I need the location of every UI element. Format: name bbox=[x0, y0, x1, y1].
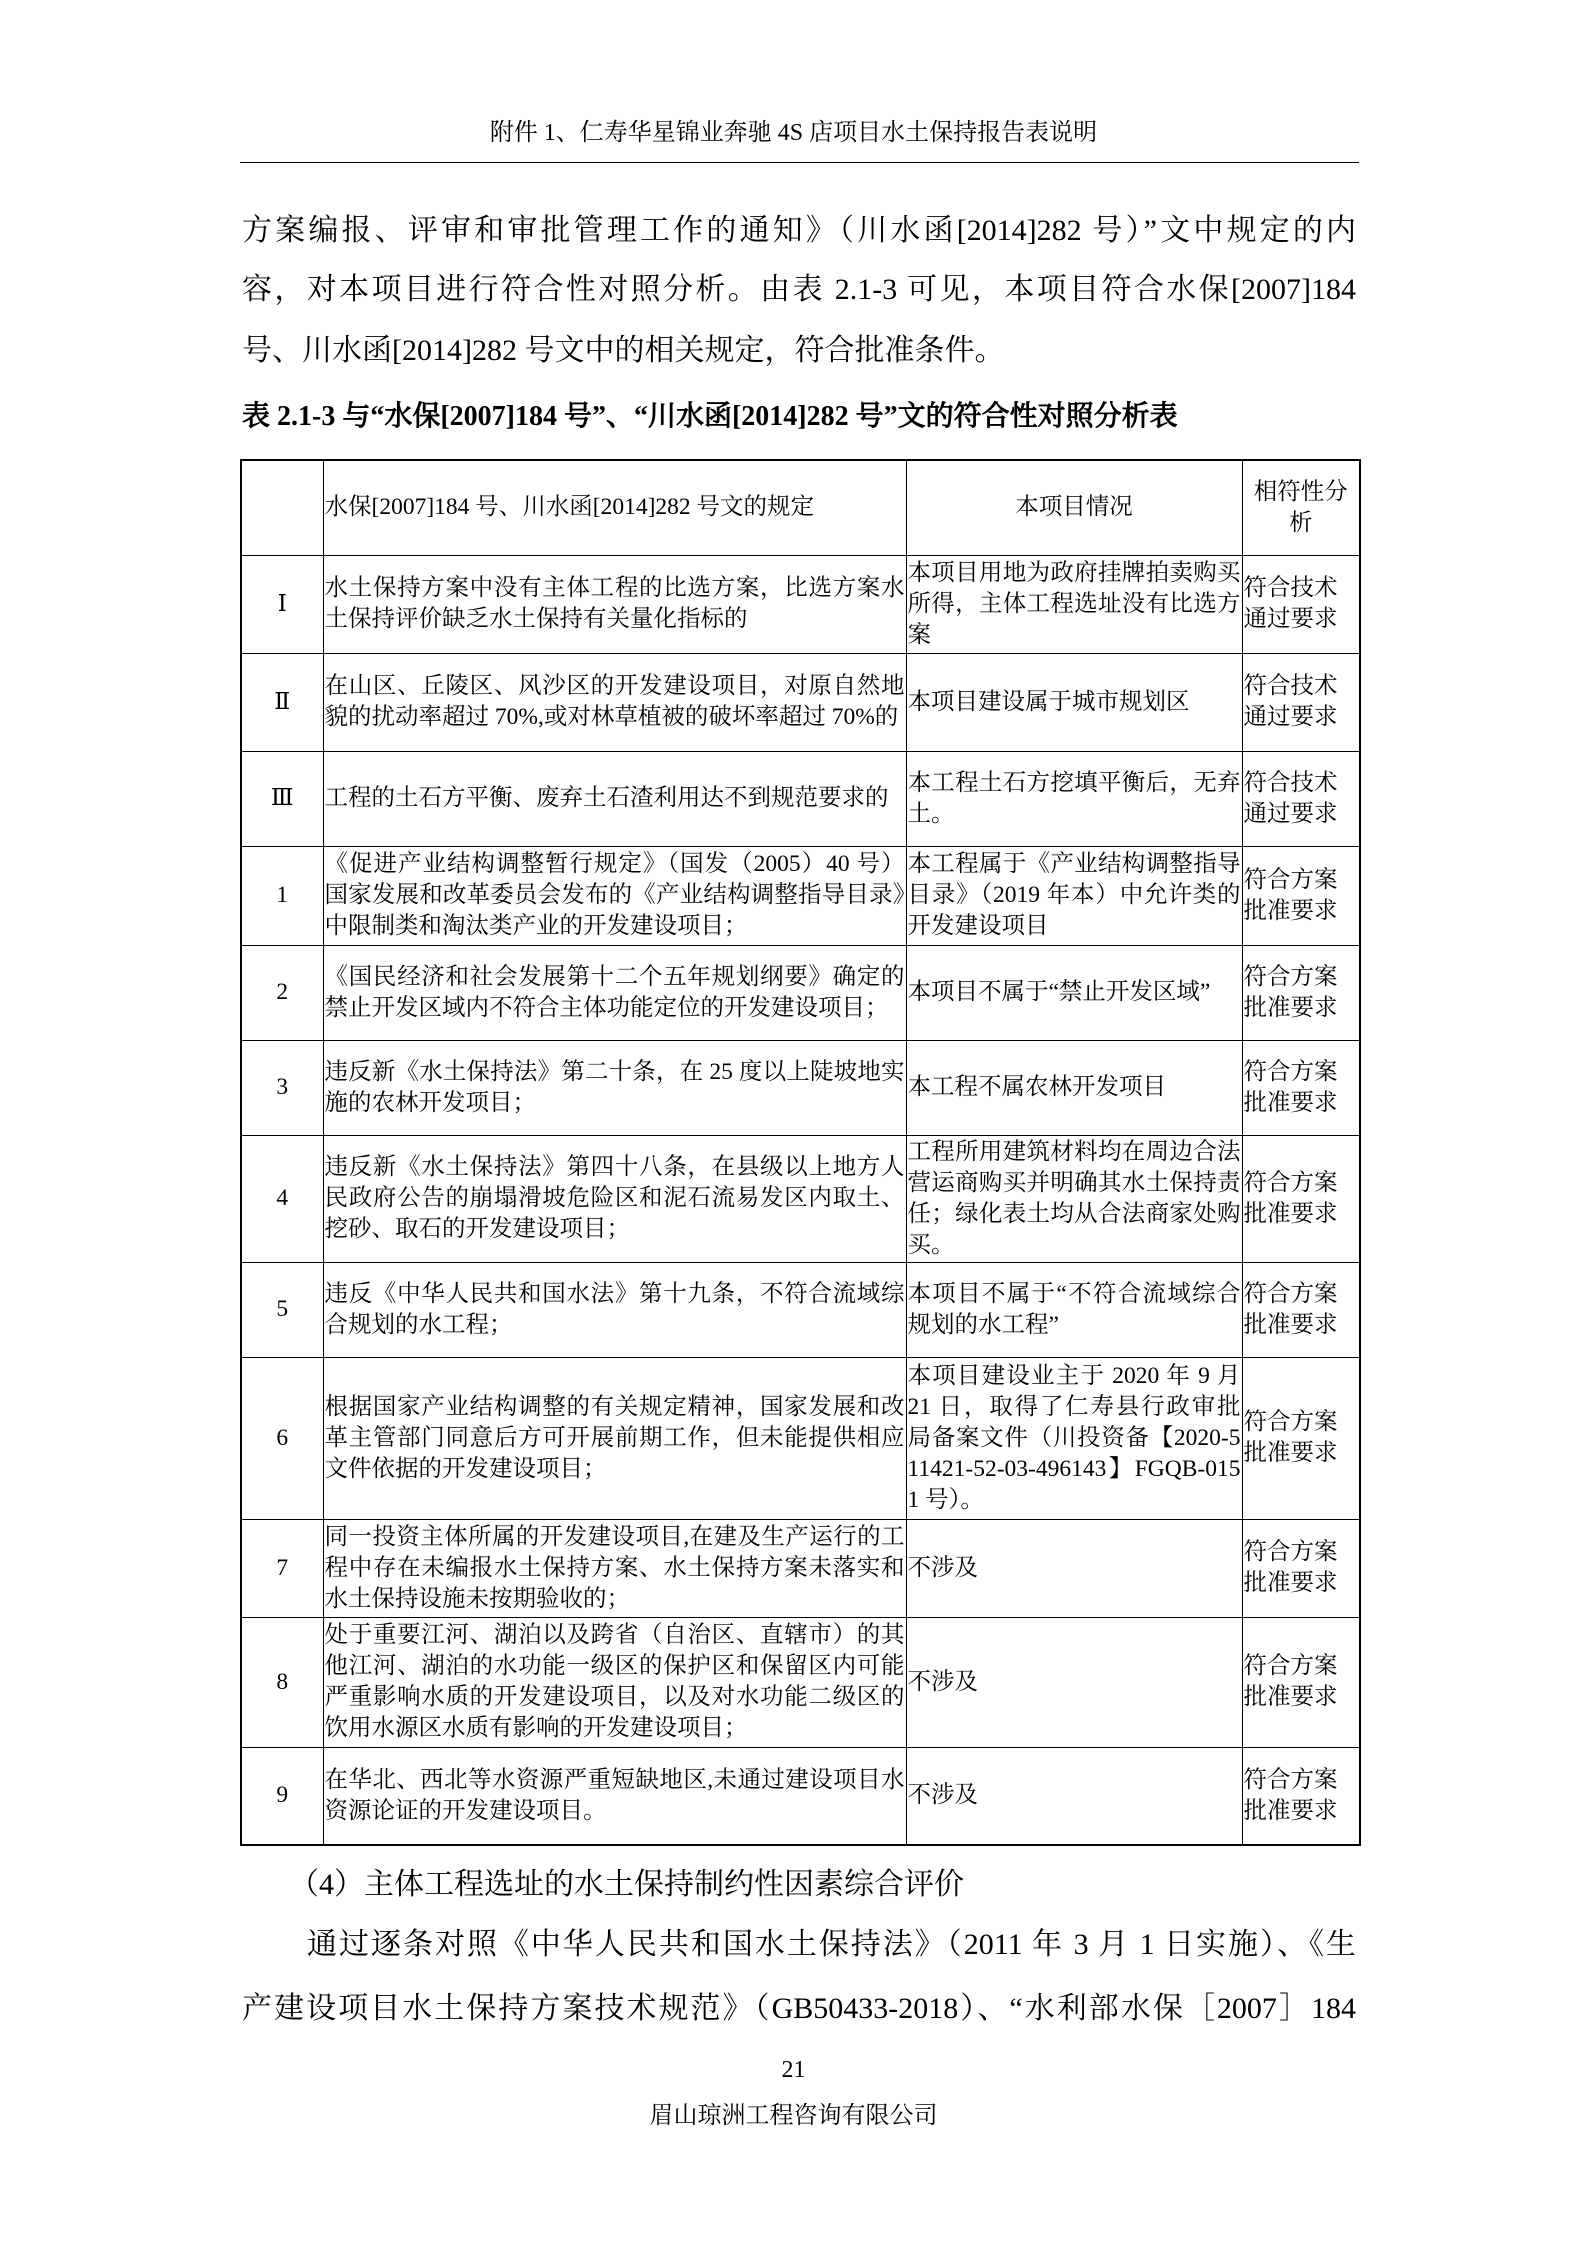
row-status: 本项目用地为政府挂牌拍卖购买所得，主体工程选址没有比选方案 bbox=[906, 555, 1242, 653]
table-row bbox=[241, 653, 1360, 751]
row-status: 本项目不属于“不符合流域综合规划的水工程” bbox=[906, 1262, 1242, 1357]
row-result: 符合方案批准要求 bbox=[1242, 1135, 1360, 1262]
row-rule: 同一投资主体所属的开发建设项目,在建及生产运行的工程中存在未编报水土保持方案、水土保持方案未落实和水土保持设施未按期验收的； bbox=[323, 1519, 906, 1617]
row-result: 符合方案批准要求 bbox=[1242, 1617, 1360, 1747]
header-cell-result: 相符性分析 bbox=[1242, 460, 1360, 555]
row-status: 本工程不属农林开发项目 bbox=[906, 1040, 1242, 1135]
row-rule: 处于重要江河、湖泊以及跨省（自治区、直辖市）的其他江河、湖泊的水功能一级区的保护区和保留区内可能严重影响水质的开发建设项目，以及对水功能二级区的饮用水源区水质有影响的开发建设项目； bbox=[323, 1617, 906, 1747]
table-row bbox=[241, 1747, 1360, 1845]
row-number: 7 bbox=[241, 1519, 323, 1617]
row-status: 不涉及 bbox=[906, 1519, 1242, 1617]
header-cell-rule: 水保[2007]184 号、川水函[2014]282 号文的规定 bbox=[323, 460, 906, 555]
table-header-row bbox=[241, 460, 1360, 555]
row-number: 2 bbox=[241, 945, 323, 1040]
row-number: 6 bbox=[241, 1357, 323, 1519]
row-result: 符合方案批准要求 bbox=[1242, 846, 1360, 945]
row-result: 符合技术通过要求 bbox=[1242, 751, 1360, 846]
row-rule: 根据国家产业结构调整的有关规定精神，国家发展和改革主管部门同意后方可开展前期工作，但未能提供相应文件依据的开发建设项目； bbox=[323, 1357, 906, 1519]
intro-line-3: 号、川水函[2014]282 号文中的相关规定，符合批准条件。 bbox=[242, 334, 1005, 367]
table-row bbox=[241, 1357, 1360, 1519]
row-result: 符合技术通过要求 bbox=[1242, 653, 1360, 751]
row-rule: 违反《中华人民共和国水法》第十九条，不符合流域综合规划的水工程； bbox=[323, 1262, 906, 1357]
row-rule: 违反新《水土保持法》第二十条，在 25 度以上陡坡地实施的农林开发项目； bbox=[323, 1040, 906, 1135]
header-cell-status: 本项目情况 bbox=[906, 460, 1242, 555]
row-status: 本工程属于《产业结构调整指导目录》（2019 年本）中允许类的开发建设项目 bbox=[906, 846, 1242, 945]
row-rule: 违反新《水土保持法》第四十八条，在县级以上地方人民政府公告的崩塌滑坡危险区和泥石流易发区内取土、挖砂、取石的开发建设项目； bbox=[323, 1135, 906, 1262]
row-status: 工程所用建筑材料均在周边合法营运商购买并明确其水土保持责任；绿化表土均从合法商家处购买。 bbox=[906, 1135, 1242, 1262]
row-number: Ⅲ bbox=[241, 751, 323, 846]
footer-company: 眉山琼洲工程咨询有限公司 bbox=[649, 2103, 938, 2129]
row-number: Ⅰ bbox=[241, 555, 323, 653]
row-rule: 在华北、西北等水资源严重短缺地区,未通过建设项目水资源论证的开发建设项目。 bbox=[323, 1747, 906, 1845]
row-result: 符合方案批准要求 bbox=[1242, 1262, 1360, 1357]
table-row bbox=[241, 846, 1360, 945]
row-rule: 《促进产业结构调整暂行规定》（国发（2005）40 号）国家发展和改革委员会发布的《产业结构调整指导目录》中限制类和淘汰类产业的开发建设项目； bbox=[323, 846, 906, 945]
table-row bbox=[241, 1262, 1360, 1357]
row-result: 符合方案批准要求 bbox=[1242, 1040, 1360, 1135]
table-row bbox=[241, 555, 1360, 653]
row-rule: 水土保持方案中没有主体工程的比选方案，比选方案水土保持评价缺乏水土保持有关量化指标的 bbox=[323, 555, 906, 653]
section-line-2: 产建设项目水土保持方案技术规范》（GB50433-2018）、“水利部水保［2007］184 bbox=[242, 1992, 1356, 2025]
table-caption: 表 2.1-3 与“水保[2007]184 号”、“川水函[2014]282 号”文的符合性对照分析表 bbox=[242, 401, 1178, 432]
row-number: 8 bbox=[241, 1617, 323, 1747]
row-status: 本项目不属于“禁止开发区域” bbox=[906, 945, 1242, 1040]
row-status: 本项目建设业主于 2020 年 9 月 21 日，取得了仁寿县行政审批局备案文件（川投资备【2020-511421-52-03-496143】FGQB-0151 号）。 bbox=[906, 1357, 1242, 1519]
header-cell-index bbox=[241, 460, 323, 555]
row-result: 符合方案批准要求 bbox=[1242, 1519, 1360, 1617]
intro-line-1: 方案编报、评审和审批管理工作的通知》（川水函[2014]282 号）”文中规定的内 bbox=[242, 214, 1356, 247]
row-number: 4 bbox=[241, 1135, 323, 1262]
row-status: 不涉及 bbox=[906, 1617, 1242, 1747]
row-status: 本项目建设属于城市规划区 bbox=[906, 653, 1242, 751]
row-status: 不涉及 bbox=[906, 1747, 1242, 1845]
table-row bbox=[241, 1040, 1360, 1135]
row-status: 本工程土石方挖填平衡后，无弃土。 bbox=[906, 751, 1242, 846]
row-rule: 《国民经济和社会发展第十二个五年规划纲要》确定的禁止开发区域内不符合主体功能定位的开发建设项目； bbox=[323, 945, 906, 1040]
section-line-1: 通过逐条对照《中华人民共和国水土保持法》（2011 年 3 月 1 日实施）、《生 bbox=[307, 1928, 1356, 1961]
intro-line-2: 容，对本项目进行符合性对照分析。由表 2.1-3 可见，本项目符合水保[2007]184 bbox=[242, 273, 1356, 306]
row-number: 5 bbox=[241, 1262, 323, 1357]
table-row bbox=[241, 1617, 1360, 1747]
row-number: 1 bbox=[241, 846, 323, 945]
table-row bbox=[241, 751, 1360, 846]
row-number: Ⅱ bbox=[241, 653, 323, 751]
running-header: 附件 1、仁寿华星锦业奔驰 4S 店项目水土保持报告表说明 bbox=[489, 120, 1098, 146]
compliance-table bbox=[240, 459, 1361, 1846]
row-result: 符合方案批准要求 bbox=[1242, 1357, 1360, 1519]
row-result: 符合方案批准要求 bbox=[1242, 1747, 1360, 1845]
section-heading: （4）主体工程选址的水土保持制约性因素综合评价 bbox=[289, 1868, 964, 1901]
page-number: 21 bbox=[781, 2057, 806, 2083]
table-row bbox=[241, 1135, 1360, 1262]
row-number: 3 bbox=[241, 1040, 323, 1135]
row-number: 9 bbox=[241, 1747, 323, 1845]
header-rule bbox=[240, 162, 1359, 163]
table-row bbox=[241, 1519, 1360, 1617]
row-result: 符合方案批准要求 bbox=[1242, 945, 1360, 1040]
row-result: 符合技术通过要求 bbox=[1242, 555, 1360, 653]
row-rule: 在山区、丘陵区、风沙区的开发建设项目，对原自然地貌的扰动率超过 70%,或对林草植被的破坏率超过 70%的 bbox=[323, 653, 906, 751]
table-row bbox=[241, 945, 1360, 1040]
row-rule: 工程的土石方平衡、废弃土石渣利用达不到规范要求的 bbox=[323, 751, 906, 846]
